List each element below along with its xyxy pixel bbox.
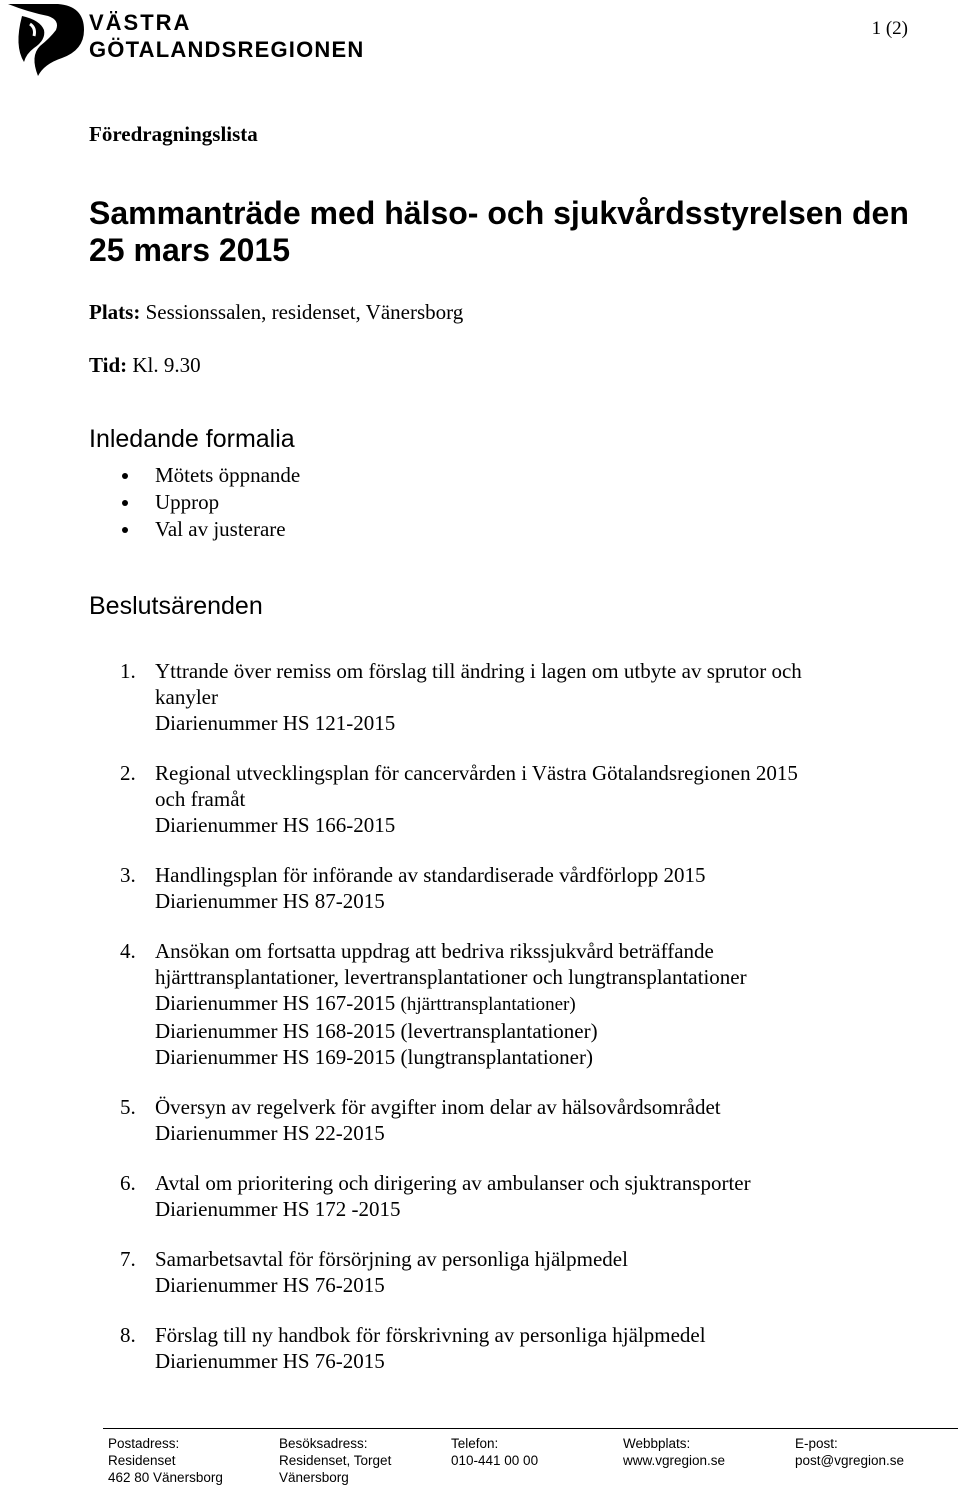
meeting-place (89, 300, 463, 325)
item-number: 7. (120, 1247, 136, 1271)
logo-text-line2: GÖTALANDSREGIONEN (89, 37, 365, 62)
item-text: Ansökan om fortsatta uppdrag att bedriva rikssjukvård beträffande (155, 939, 714, 963)
section-heading-intro: Inledande formalia (89, 425, 295, 453)
item-diarienummer: Diarienummer HS 169-2015 (lungtransplantationer) (155, 1045, 593, 1069)
list-item: Upprop (120, 489, 300, 516)
item-diarienummer: Diarienummer HS 22-2015 (155, 1121, 385, 1145)
item-diarienummer: Diarienummer HS 87-2015 (155, 889, 385, 913)
list-item: Val av justerare (120, 516, 300, 543)
item-diarienummer: Diarienummer HS 168-2015 (levertransplantationer) (155, 1019, 598, 1043)
place-value: Sessionssalen, residenset, Vänersborg (145, 300, 464, 324)
item-text: Avtal om prioritering och dirigering av ambulanser och sjuktransporter (155, 1171, 751, 1195)
footer-email (795, 1435, 904, 1469)
item-text: Regional utvecklingsplan för cancervården i Västra Götalandsregionen 2015 (155, 761, 798, 785)
footer-phone (451, 1435, 538, 1469)
time-value: Kl. 9.30 (132, 353, 201, 377)
footer-visit (279, 1435, 391, 1486)
footer-web (623, 1435, 725, 1469)
item-text: kanyler (155, 685, 218, 709)
agenda-item (120, 1246, 880, 1298)
section-heading-decisions: Beslutsärenden (89, 592, 263, 620)
item-text: Förslag till ny handbok för förskrivning av personliga hjälpmedel (155, 1323, 706, 1347)
footer-label: Telefon: (451, 1436, 499, 1451)
item-text: Yttrande över remiss om förslag till ändring i lagen om utbyte av sprutor och (155, 659, 802, 683)
page-number: 1 (2) (871, 18, 908, 39)
agenda-item (120, 1170, 880, 1222)
diarienummer-value: Diarienummer HS 167-2015 (155, 991, 396, 1015)
item-diarienummer: Diarienummer HS 76-2015 (155, 1349, 385, 1373)
footer-value: Residenset (108, 1453, 176, 1468)
item-text: Samarbetsavtal för försörjning av personliga hjälpmedel (155, 1247, 628, 1271)
vgr-logo (0, 0, 370, 80)
item-number: 3. (120, 863, 136, 887)
footer-label: Besöksadress: (279, 1436, 368, 1451)
item-number: 6. (120, 1171, 136, 1195)
item-diarienummer: Diarienummer HS 166-2015 (155, 813, 396, 837)
item-text: Handlingsplan för införande av standardiserade vårdförlopp 2015 (155, 863, 706, 887)
vgr-logo-mark-icon (0, 0, 370, 80)
agenda-item (120, 862, 880, 914)
item-diarienummer: Diarienummer HS 76-2015 (155, 1273, 385, 1297)
footer-value: www.vgregion.se (623, 1453, 726, 1468)
item-text: Översyn av regelverk för avgifter inom delar av hälsovårdsområdet (155, 1095, 721, 1119)
meeting-time (89, 353, 201, 378)
footer-label: Postadress: (108, 1436, 180, 1451)
diarienummer-note: (hjärttransplantationer) (400, 994, 576, 1015)
footer-value: 462 80 Vänersborg (108, 1470, 223, 1485)
footer-postal (108, 1435, 223, 1486)
item-number: 8. (120, 1323, 136, 1347)
agenda-item (120, 760, 880, 838)
footer-label: E-post: (795, 1436, 838, 1451)
intro-list (120, 462, 300, 543)
item-diarienummer: Diarienummer HS 172 -2015 (155, 1197, 401, 1221)
footer-value: 010-441 00 00 (451, 1453, 539, 1468)
logo-text-line1: VÄSTRA (89, 10, 192, 35)
item-number: 4. (120, 939, 136, 963)
footer-value: post@vgregion.se (795, 1453, 905, 1468)
item-number: 5. (120, 1095, 136, 1119)
decisions-list (120, 658, 880, 1398)
page-footer (103, 1428, 958, 1485)
time-label: Tid: (89, 353, 128, 377)
document-type: Föredragningslista (89, 122, 258, 146)
place-label: Plats: (89, 300, 141, 324)
item-number: 1. (120, 659, 136, 683)
item-number: 2. (120, 761, 136, 785)
item-diarienummer: Diarienummer HS 121-2015 (155, 711, 396, 735)
footer-value: Residenset, Torget (279, 1453, 392, 1468)
item-diarienummer (155, 990, 880, 1018)
footer-value: Vänersborg (279, 1470, 349, 1485)
agenda-item (120, 1322, 880, 1374)
footer-label: Webbplats: (623, 1436, 691, 1451)
agenda-item (120, 938, 880, 1070)
list-item: Mötets öppnande (120, 462, 300, 489)
item-text: hjärttransplantationer, levertransplantationer och lungtransplantationer (155, 965, 747, 989)
item-text: och framåt (155, 787, 246, 811)
agenda-item (120, 658, 880, 736)
agenda-item (120, 1094, 880, 1146)
document-title: Sammanträde med hälso- och sjukvårdsstyrelsen den 25 mars 2015 (89, 195, 909, 268)
